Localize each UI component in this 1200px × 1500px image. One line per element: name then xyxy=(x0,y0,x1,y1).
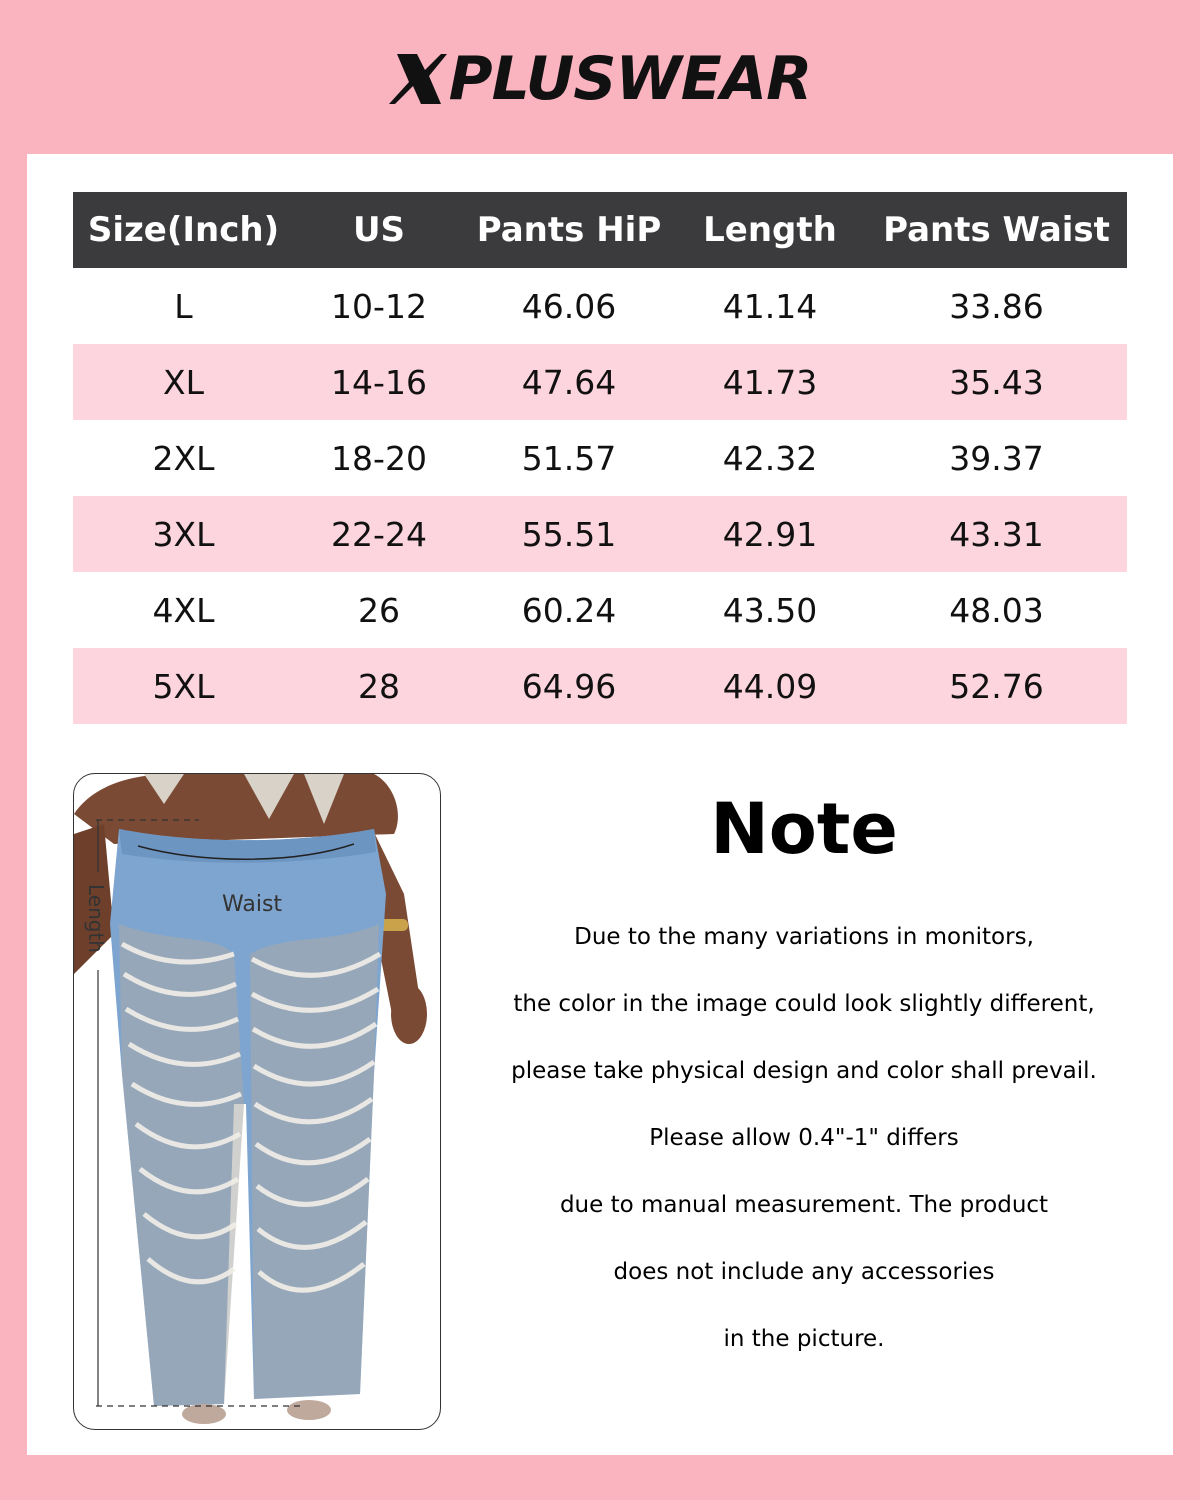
header-length: Length xyxy=(674,192,866,268)
cell-waist: 52.76 xyxy=(866,648,1127,724)
cell-hip: 51.57 xyxy=(521,438,617,478)
cell-length: 41.14 xyxy=(722,286,818,326)
cell-us: 22-24 xyxy=(294,496,464,572)
table-row xyxy=(73,572,1127,648)
cell-length: 42.91 xyxy=(674,496,866,572)
note-line: Due to the many variations in monitors, xyxy=(574,924,1034,950)
cell-us: 18-20 xyxy=(331,438,427,478)
header-pants-hip: Pants HiP xyxy=(464,192,674,268)
cell-size: 2XL xyxy=(152,438,215,478)
note-text xyxy=(487,914,1121,1383)
table-row xyxy=(73,648,1127,724)
cell-length: 41.73 xyxy=(674,344,866,420)
cell-us: 28 xyxy=(294,648,464,724)
product-measurement-image xyxy=(73,773,441,1430)
cell-size: 5XL xyxy=(73,648,294,724)
cell-hip: 46.06 xyxy=(521,286,617,326)
table-row xyxy=(73,496,1127,572)
brand-x-icon xyxy=(389,54,447,104)
size-chart-table xyxy=(73,192,1127,724)
cell-waist: 33.86 xyxy=(949,286,1044,326)
table-header-row xyxy=(73,192,1127,268)
brand-logo xyxy=(0,44,1200,114)
cell-hip: 64.96 xyxy=(464,648,674,724)
note-line: the color in the image could look slightly different, xyxy=(513,991,1095,1017)
cell-hip: 60.24 xyxy=(521,590,617,630)
cell-us: 10-12 xyxy=(331,286,427,326)
cell-waist: 48.03 xyxy=(949,590,1044,630)
cell-size: 4XL xyxy=(152,590,215,630)
header-us: US xyxy=(294,192,464,268)
cell-length: 43.50 xyxy=(722,590,818,630)
note-line: due to manual measurement. The product xyxy=(559,1192,1049,1218)
cell-waist: 39.37 xyxy=(949,438,1044,478)
table-row xyxy=(73,420,1127,496)
cell-size: 3XL xyxy=(73,496,294,572)
cell-waist: 43.31 xyxy=(866,496,1127,572)
cell-waist: 35.43 xyxy=(866,344,1127,420)
content-panel xyxy=(27,154,1173,1455)
cell-length: 42.32 xyxy=(722,438,818,478)
jeans-illustration xyxy=(74,774,440,1429)
brand-name: PLUSWEAR xyxy=(448,44,812,114)
header-pants-waist: Pants Waist xyxy=(866,192,1127,268)
note-line: does not include any accessories xyxy=(613,1259,995,1285)
note-title: Note xyxy=(710,788,898,870)
cell-hip: 55.51 xyxy=(464,496,674,572)
table-row xyxy=(73,344,1127,420)
note-line: please take physical design and color shall prevail. xyxy=(511,1058,1097,1084)
header-size: Size(Inch) xyxy=(73,192,294,268)
note-line: Please allow 0.4"-1" differs xyxy=(649,1125,959,1151)
cell-us: 26 xyxy=(358,590,400,630)
cell-size: XL xyxy=(73,344,294,420)
table-row xyxy=(73,268,1127,344)
waist-label: Waist xyxy=(222,892,283,917)
note-line: in the picture. xyxy=(723,1326,885,1352)
cell-length: 44.09 xyxy=(674,648,866,724)
length-label: Length xyxy=(84,884,108,953)
cell-hip: 47.64 xyxy=(464,344,674,420)
cell-size: L xyxy=(174,286,193,326)
cell-us: 14-16 xyxy=(294,344,464,420)
